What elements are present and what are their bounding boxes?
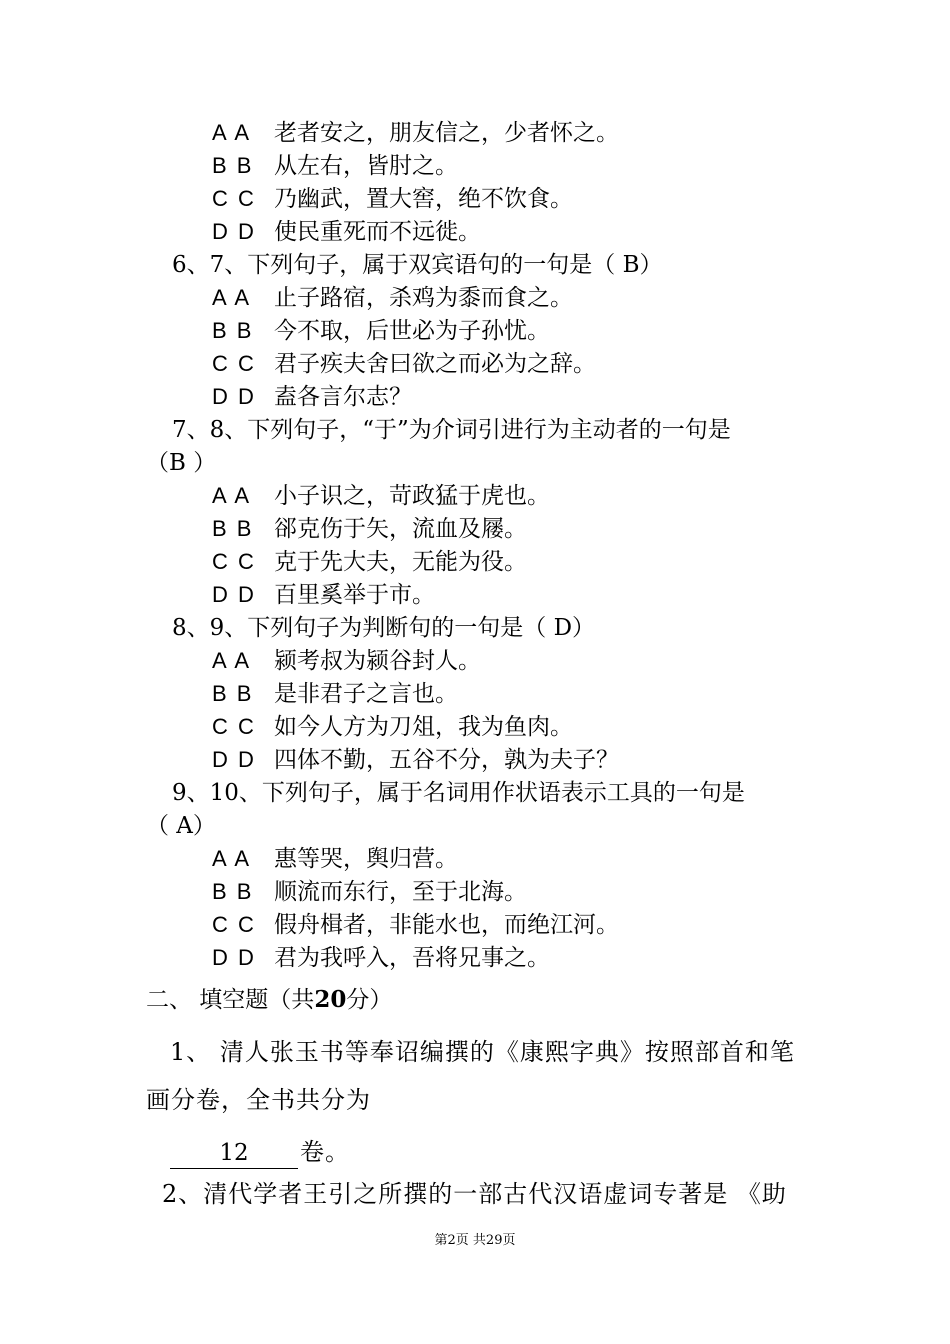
option-text: 克于先大夫，无能为役。	[274, 549, 527, 575]
option-letter: A A	[212, 285, 252, 310]
option-row	[212, 910, 619, 940]
question-answer: （B ）	[146, 450, 217, 476]
option-letter: C C	[212, 186, 256, 211]
option-row	[212, 382, 412, 412]
fill-question-line: 1、 清人张玉书等奉诏编撰的《康熙字典》按照部首和笔	[170, 1038, 795, 1066]
option-row	[212, 184, 573, 214]
option-text: 老者安之，朋友信之，少者怀之。	[274, 120, 619, 146]
option-text: 顺流而东行，至于北海。	[274, 879, 527, 905]
option-row	[212, 712, 573, 742]
section-heading-suffix: 分）	[346, 987, 393, 1013]
option-letter: D D	[212, 582, 256, 607]
question-stem: 6、7、下列句子，属于双宾语句的一句是（ B）	[172, 252, 663, 278]
option-text: 乃幽武，置大窖，绝不饮食。	[274, 186, 573, 212]
option-letter: D D	[212, 747, 256, 772]
option-row	[212, 481, 550, 511]
option-row	[212, 745, 619, 775]
question-stem: 8、9、下列句子为判断句的一句是（ D）	[172, 615, 596, 641]
option-letter: A A	[212, 120, 252, 145]
option-letter: D D	[212, 219, 256, 244]
option-letter: C C	[212, 549, 256, 574]
option-row	[212, 844, 458, 874]
option-text: 止子路宿，杀鸡为黍而食之。	[274, 285, 573, 311]
option-row	[212, 283, 573, 313]
option-row	[212, 514, 527, 544]
question-answer: （ A）	[146, 813, 216, 839]
question-stem: 9、10、下列句子，属于名词用作状语表示工具的一句是	[172, 780, 745, 806]
option-row	[212, 646, 481, 676]
option-text: 是非君子之言也。	[274, 681, 458, 707]
option-row	[212, 580, 435, 610]
option-text: 假舟楫者，非能水也，而绝江河。	[274, 912, 619, 938]
option-letter: B B	[212, 318, 254, 343]
option-letter: C C	[212, 912, 256, 937]
option-row	[212, 316, 550, 346]
option-row	[212, 151, 458, 181]
option-text: 君子疾夫舍曰欲之而必为之辞。	[274, 351, 596, 377]
option-letter: A A	[212, 648, 252, 673]
option-text: 郤克伤于矢，流血及屦。	[274, 516, 527, 542]
page-footer: 第2页 共29页	[434, 1233, 516, 1248]
option-text: 使民重死而不远徙。	[274, 219, 481, 245]
section-points: 20	[314, 986, 347, 1013]
option-text: 四体不勤，五谷不分，孰为夫子？	[274, 747, 619, 773]
fill-question-line: 画分卷，全书共分为	[146, 1086, 371, 1114]
fill-question-line: 2、清代学者王引之所撰的一部古代汉语虚词专著是 《助	[162, 1180, 787, 1208]
option-letter: B B	[212, 879, 254, 904]
option-row	[212, 679, 458, 709]
option-letter: B B	[212, 153, 254, 178]
option-text: 惠等哭，舆归营。	[274, 846, 458, 872]
option-letter: D D	[212, 945, 256, 970]
fill-question-suffix: 卷。	[300, 1138, 350, 1166]
option-row	[212, 943, 550, 973]
option-row	[212, 349, 596, 379]
option-row	[212, 118, 619, 148]
option-letter: B B	[212, 681, 254, 706]
option-letter: C C	[212, 714, 256, 739]
option-text: 小子识之，苛政猛于虎也。	[274, 483, 550, 509]
section-heading-prefix: 二、 填空题（共	[146, 987, 315, 1013]
option-text: 君为我呼入，吾将兄事之。	[274, 945, 550, 971]
question-stem: 7、8、下列句子，“于”为介词引进行为主动者的一句是	[172, 417, 731, 443]
option-letter: C C	[212, 351, 256, 376]
option-row	[212, 877, 527, 907]
option-text: 从左右，皆肘之。	[274, 153, 458, 179]
option-letter: A A	[212, 846, 252, 871]
option-letter: D D	[212, 384, 256, 409]
option-text: 百里奚举于市。	[274, 582, 435, 608]
option-row	[212, 547, 527, 577]
option-text: 颍考叔为颍谷封人。	[274, 648, 481, 674]
option-text: 今不取，后世必为子孙忧。	[274, 318, 550, 344]
option-row	[212, 217, 481, 247]
option-letter: A A	[212, 483, 252, 508]
option-text: 盍各言尔志？	[274, 384, 412, 410]
option-letter: B B	[212, 516, 254, 541]
section-heading	[146, 985, 392, 1015]
option-text: 如今人方为刀俎，我为鱼肉。	[274, 714, 573, 740]
fill-blank-answer: 12	[170, 1138, 298, 1169]
